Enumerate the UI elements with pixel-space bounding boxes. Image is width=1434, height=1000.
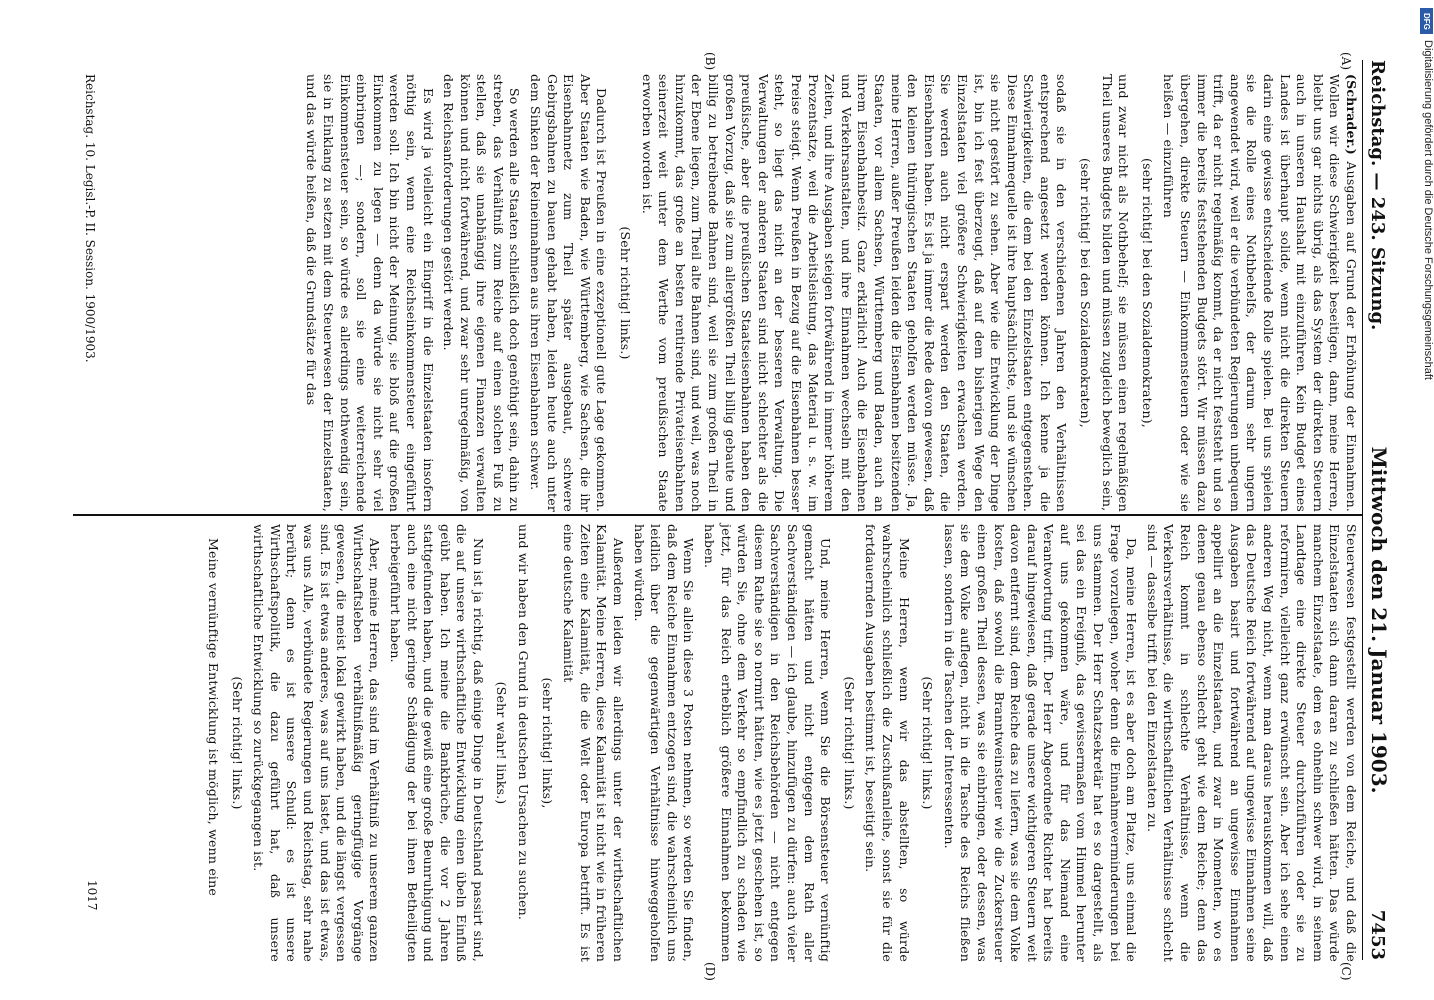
- margin-marker-a: (A): [1339, 52, 1353, 71]
- right-column: [200, 524, 1359, 962]
- interjection: (Sehr richtig! links.): [618, 226, 634, 360]
- left-column: [299, 74, 1359, 512]
- interjection: (sehr richtig! links),: [539, 677, 555, 809]
- interjection: (Sehr wahr! links.): [494, 681, 510, 805]
- right-paragraph-7: und wir haben den Grund in deutschen Ursachen zu suchen.: [516, 524, 532, 921]
- left-paragraph-2: und zwar nicht als Nothbehelf; sie müssen einen regelmäßigen Theil unseres Budgets bilden und müssen zugleich beweglich sein,: [1099, 74, 1132, 512]
- right-paragraph-4: Und, meine Herren, wenn Sie die Börsensteuer vernünftig gemacht hätten und nicht entgegen dem Rath aller Sachverständigen — ich glaube, hinzufügen zu dürfen: auch vieler Sachverständigen in den Reichsbehörden — nicht entgegen diesem Rathe sie so normirt hätten, wie es jetzt geschehen ist, so würden Sie, ohne dem Verkehr so empfindlich zu schaden wie jetzt, für das Reich erheblich größere Einnahmen bekommen haben.: [702, 524, 834, 962]
- left-paragraph-4: Dadurch ist Preußen in eine exzeptionell gute Lage gekommen. Aber Staaten wie Baden, wie Württemberg, wie Sachsen, die ihr Eisenbahnnetz zum Theil später ausgebaut, schwere Gebirgsbahnen zu bauen gehabt haben, leiden heute auch unter dem Sinken der Reineinnahmen aus ihren Eisenbahnen schwer.: [528, 74, 610, 512]
- dfg-credit-label: Digitalisierung gefördert durch die Deutsche Forschungsgemeinschaft: [1422, 40, 1434, 380]
- speaker-name: (Schrader.): [1344, 74, 1359, 155]
- interjection: (Sehr richtig! links.): [229, 676, 245, 810]
- right-paragraph-2: Da, meine Herren, ist es aber doch am Platze, uns einmal die Frage vorzulegen, woher denn die Einnahmeverminderungen bei uns stammen. Der Herr Schatzsekretär hat es so dargestellt, als sei das ein Ereigniß, das gewissermaßen vom Himmel herunter auf uns gekommen wäre, und für das Niemand eine Verantwortung trifft. Der Herr Abgeordnete Richter hat bereits darauf hingewiesen, daß gerade unsere wichtigeren Steuern weit davon entfernt sind, dem Reiche das zu liefern, was sie dem Volke kosten, daß sowohl die Branntweinsteuer wie die Zuckersteuer einen großen Theil dessen, was sie einbringen, oder dessen, was sie dem Volke auflegen, nicht in die Tasche des Reichs fließen lassen, sondern in die Taschen der Interessenten.: [941, 524, 1140, 962]
- rotated-page: [17, 0, 1417, 1000]
- dfg-credit-text: [1422, 40, 1434, 380]
- dfg-logo: DFG: [1420, 8, 1433, 34]
- interjection: (sehr richtig! bei den Sozialdemokraten),: [1078, 158, 1094, 428]
- left-paragraph-3: sodaß sie in den verschiedenen Jahren den Verhältnissen entsprechend angesetzt werden können. Ich kenne ja die Schwierigkeiten, die dem bei den Einzelstaaten entgegenstehen. Diese Einnahmequelle ist ihre hauptsächlichste, und sie wünschen sie nicht gestört zu sehen. Aber wie die Entwicklung der Dinge ist, bin ich fest überzeugt, daß auf dem bisherigen Wege den Einzelstaaten viel größere Schwierigkeiten erwachsen werden. Sie werden auch nicht erspart werden den Staaten, die Eisenbahnen haben. Es ist ja immer die Rede davon gewesen, daß den kleinen thüringischen Staaten geholfen werden müsse. Ja, meine Herren, außer Preußen leiden die Eisenbahnen besitzenden Staaten, vor allem Sachsen, Württemberg und Baden, auch an ihrem Eisenbahnbesitz. Ganz erklärlich! Auch die Eisenbahnen und Verkehrsanstalten, und ihre Einnahmen wechseln mit den Zeiten, und ihre Ausgaben steigen fortwährend in immer höherem Prozentsatze, weil die Arbeitsleistung, das Material u. s. w. im Preise steigt. Wenn Preußen in Bezug auf die Eisenbahnen besser steht, so liegt das nicht an der besseren Verwaltung. Die Verwaltungen der anderen Staaten sind nicht schlechter als die preußische, aber die preußischen Staatseisenbahnen haben den großen Vorzug, daß sie zum allergrößten Theil billig gebaute und billig zu betreibende Bahnen sind, weil sie zum großen Theil in der Ebene liegen, zum Theil alte Bahnen sind, und weil, was noch hinzukommt, das große an besten rentirende Privateisenbahnen seinerzeit weit unter dem Werthe vom preußischen Staate erworben worden ist.: [639, 74, 1070, 512]
- header-date: Mittwoch den 21. Januar 1903.: [1367, 446, 1391, 794]
- page-number: 7453: [1367, 909, 1388, 960]
- right-paragraph-1: Steuerwesen festgestellt werden von dem Reiche, und daß die Einzelstaaten sich dann daran zu schließen hätten. Das würde manchem Einzelstaate, dem es ohnehin schwer wird, in seinem Landtage eine direkte Steuer durchzuführen oder sie zu reformiren, vielleicht ganz erwünscht sein. Aber ich sehe einen anderen Weg nicht, wenn man daraus herauskommen will, daß das Deutsche Reich fortwährend auf ungewisse Einnahmen seine Ausgaben basirt und fortwährend an ungewisse Einnahmen appellirt an die Einzelstaaten, und zwar in Momenten, wo es denen genau ebenso schlecht geht wie dem Reiche; denn das Reich kommt in schlechte Verhältnisse, wenn die Verkehrsverhältnisse, die wirthschaftlichen Verhältnisse schlecht sind — dasselbe trifft bei den Einzelstaaten zu.: [1144, 524, 1359, 962]
- left-paragraph-5: So werden alle Staaten schließlich doch genöthigt sein, dahin zu streben, das Verhältniß zum Reiche auf einen solchen Fuß zu stellen, daß sie unabhängig ihre eigenen Finanzen verwalten können und nicht fortwährend, und zwar sehr unregelmäßig, von den Reichsanforderungen gestört werden.: [441, 74, 523, 512]
- interjection: (Sehr richtig! links.): [920, 676, 936, 810]
- footer-sheet-number: 1017: [85, 880, 99, 911]
- right-paragraph-10: Meine vernünftige Entwicklung ist möglich, wenn eine: [206, 538, 221, 896]
- column-divider: [73, 514, 1363, 516]
- right-paragraph-3: Meine Herren, wenn wir das abstellten, so würde wahrscheinlich schließlich die Zuschußanleihe, sonst sie für die fortdauernden Ausgaben bestimmt ist, beseitigt sein.: [863, 524, 912, 962]
- page-header: [1362, 60, 1411, 960]
- interjection: (Sehr richtig! links.): [841, 676, 857, 810]
- left-paragraph-1-text: Ausgaben auf Grund der Erhöhung der Einnahmen. Wollen wir diese Schwierigkeit beseitigen, dann, meine Herren, bleibt uns gar nichts übrig, als das System der direkten Steuern auch in unseren Haushalt mit einzuführen. Kein Budget eines Landes ist überhaupt solide, wenn nicht die direkten Steuern darin eine gewisse entscheidende Rolle spielen. Bei uns spielen sie die Rolle eines Nothbehelfs, der darum sehr ungern angewendet wird, weil er die verbündeten Regierungen unbequem trifft, da er nicht regelmäßig kommt, da er nicht feststeht und so immer die bereits feststehenden Budgets stört. Wir müssen dazu übergehen, direkte Steuern — Einkommensteuern oder wie sie heißen — einzuführen: [1161, 74, 1359, 512]
- margin-marker-d: (D): [703, 962, 717, 981]
- footer-session-info: Reichstag. 10. Legisl.-P. II. Session. 1900/1903.: [83, 74, 97, 363]
- right-paragraph-6: Außerdem leiden wir allerdings unter der wirthschaftlichen Kalamität. Meine Herren, diese Kalamität ist nicht wie in früheren Zeiten eine Kalamität, die die Welt oder Europa betrifft. Es ist eine deutsche Kalamität: [561, 524, 627, 962]
- right-paragraph-9: Aber, meine Herren, das sind im Verhältniß zu unserem ganzen Wirthschaftsleben verhältnißmäßig geringfügige Vorgänge gewesen, die meist lokal gewirkt haben, und die längst vergessen sind. Es ist etwas anderes, was auf uns lastet, und das ist etwas, was uns Alle, verbündete Regierungen und Reichstag, sehr nahe berührt; denn es ist unsere Schuld: es ist unsere Wirthschaftspolitik, die dazu geführt hat, daß unsere wirthschaftliche Entwicklung so zurückgegangen ist.: [251, 524, 383, 962]
- margin-marker-c: (C): [1339, 962, 1353, 981]
- left-paragraph-1: [1160, 74, 1359, 512]
- right-paragraph-8: Nun ist ja richtig, daß einige Dinge in Deutschland passirt sind, die auf unsere wirthschaftliche Entwicklung einen übeln Einfluß geübt haben. Ich meine die Bankbrüche, die vor 2 Jahren stattgefunden haben, und die gewiß eine große Beunruhigung und auch eine nicht geringe Schädigung der bei ihnen Betheiligten herbeigeführt haben.: [387, 524, 486, 962]
- right-paragraph-5: Wenn Sie allein diese 3 Posten nehmen, so werden Sie finden, daß dem Reiche Einnahmen entzogen sind, die wahrscheinlich uns leidlich über die gegenwärtigen Verhältnisse hinweggeholfen haben würden.: [631, 524, 697, 962]
- left-paragraph-6: Es wird ja vielleicht ein Eingriff in die Einzelstaaten insofern nöthig sein, wenn eine Reichseinkommensteuer eingeführt werden soll. Ich bin nicht der Meinung, sie bloß auf die großen Einkommen zu legen — denn da würde sie nicht sehr viel einbringen —; sondern, soll sie eine weiterreichende Einkommensteuer sein, so würde es allerdings nothwendig sein, sie in Einklang zu setzen mit dem Steuerwesen der Einzelstaaten, und das würde heißen, daß die Grundsätze für das: [304, 74, 436, 512]
- header-left: Reichstag. — 243. Sitzung.: [1367, 60, 1388, 331]
- interjection: (sehr richtig! bei den Sozialdemokraten),: [1139, 158, 1155, 428]
- margin-marker-b: (B): [703, 52, 717, 71]
